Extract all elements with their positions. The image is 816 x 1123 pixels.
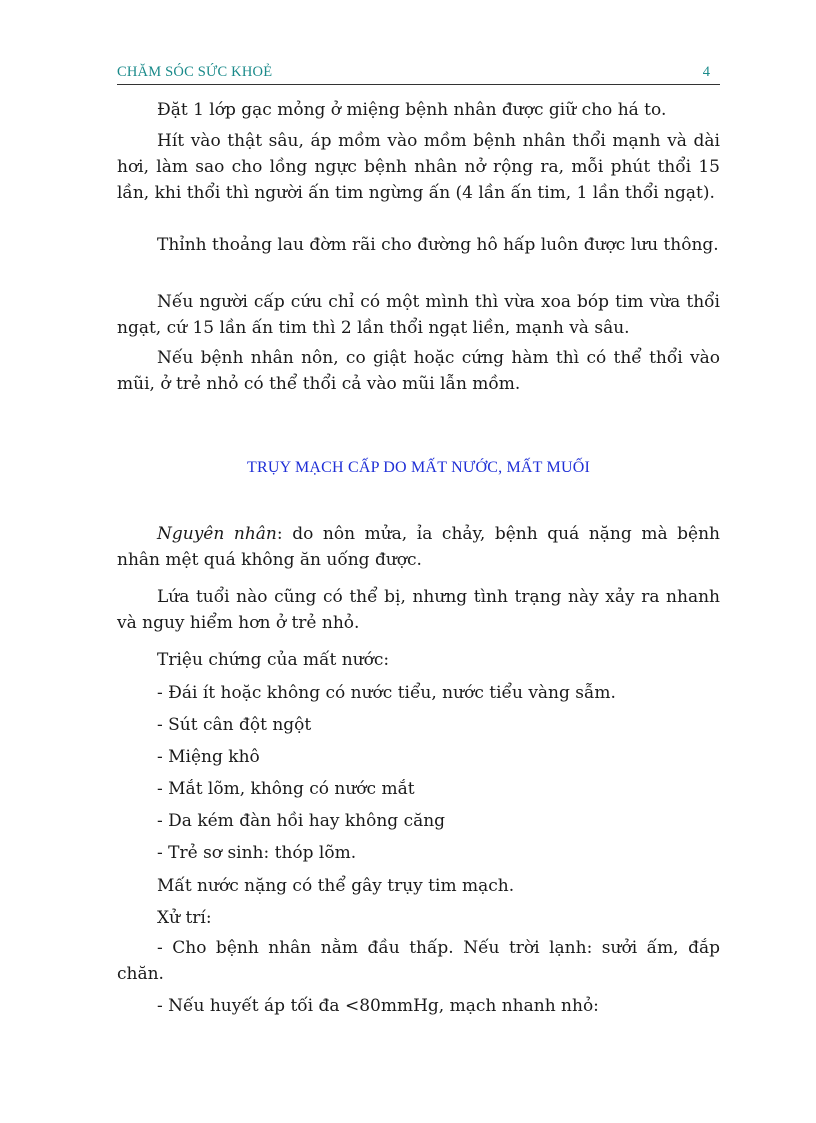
cause-text: : do nôn mửa, ỉa chảy, bệnh quá nặng mà bệnh nhân mệt quá không ăn uống được. bbox=[117, 524, 720, 570]
symptom-item: - Trẻ sơ sinh: thóp lõm. bbox=[157, 843, 357, 863]
paragraph-age: Lứa tuổi nào cũng có thể bị, nhưng tình trạng này xảy ra nhanh và nguy hiểm hơn ở trẻ nhỏ. bbox=[117, 587, 720, 633]
section-title: TRỤY MẠCH CẤP DO MẤT NƯỚC, MẤT MUỐI bbox=[247, 459, 590, 476]
symptom-item: - Sút cân đột ngột bbox=[157, 715, 312, 735]
symptom-item: - Da kém đàn hồi hay không căng bbox=[157, 811, 446, 831]
paragraph-single-rescuer: Nếu người cấp cứu chỉ có một mình thì vừa xoa bóp tim vừa thổi ngạt, cứ 15 lần ấn tim thì 2 lần thổi ngạt liền, mạnh và sâu. bbox=[117, 292, 720, 338]
paragraph-breathing: Hít vào thật sâu, áp mồm vào mồm bệnh nhân thổi mạnh và dài hơi, làm sao cho lồng ngực bệnh nhân nở rộng ra, mỗi phút thổi 15 lần, khi thổi thì người ấn tim ngừng ấn (4 lần ấn tim, 1 lần thổi ngạt). bbox=[117, 131, 720, 203]
header-title: CHĂM SÓC SỨC KHOẺ bbox=[117, 64, 273, 80]
paragraph-gauze: Đặt 1 lớp gạc mỏng ở miệng bệnh nhân được giữ cho há to. bbox=[157, 100, 667, 120]
symptoms-heading: Triệu chứng của mất nước: bbox=[157, 650, 390, 670]
cause-label: Nguyên nhân bbox=[157, 524, 277, 544]
page-number: 4 bbox=[702, 64, 710, 80]
symptom-item: - Miệng khô bbox=[157, 747, 260, 767]
paragraph-nose-breathing: Nếu bệnh nhân nôn, co giật hoặc cứng hàm thì có thể thổi vào mũi, ở trẻ nhỏ có thể thổi cả vào mũi lẫn mồm. bbox=[117, 348, 720, 394]
paragraph-suction: Thỉnh thoảng lau đờm rãi cho đường hô hấp luôn được lưu thông. bbox=[157, 235, 719, 255]
treatment-item: - Cho bệnh nhân nằm đầu thấp. Nếu trời lạnh: sưởi ấm, đắp chăn. bbox=[117, 938, 720, 984]
symptom-item: - Mắt lõm, không có nước mắt bbox=[157, 779, 415, 799]
treatment-item: - Nếu huyết áp tối đa <80mmHg, mạch nhanh nhỏ: bbox=[157, 996, 599, 1016]
treatment-heading: Xử trí: bbox=[157, 908, 212, 928]
symptom-item: - Đái ít hoặc không có nước tiểu, nước tiểu vàng sẫm. bbox=[157, 683, 616, 703]
severe-note: Mất nước nặng có thể gây trụy tim mạch. bbox=[157, 876, 515, 896]
running-header bbox=[117, 62, 720, 85]
paragraph-cause bbox=[117, 521, 720, 573]
